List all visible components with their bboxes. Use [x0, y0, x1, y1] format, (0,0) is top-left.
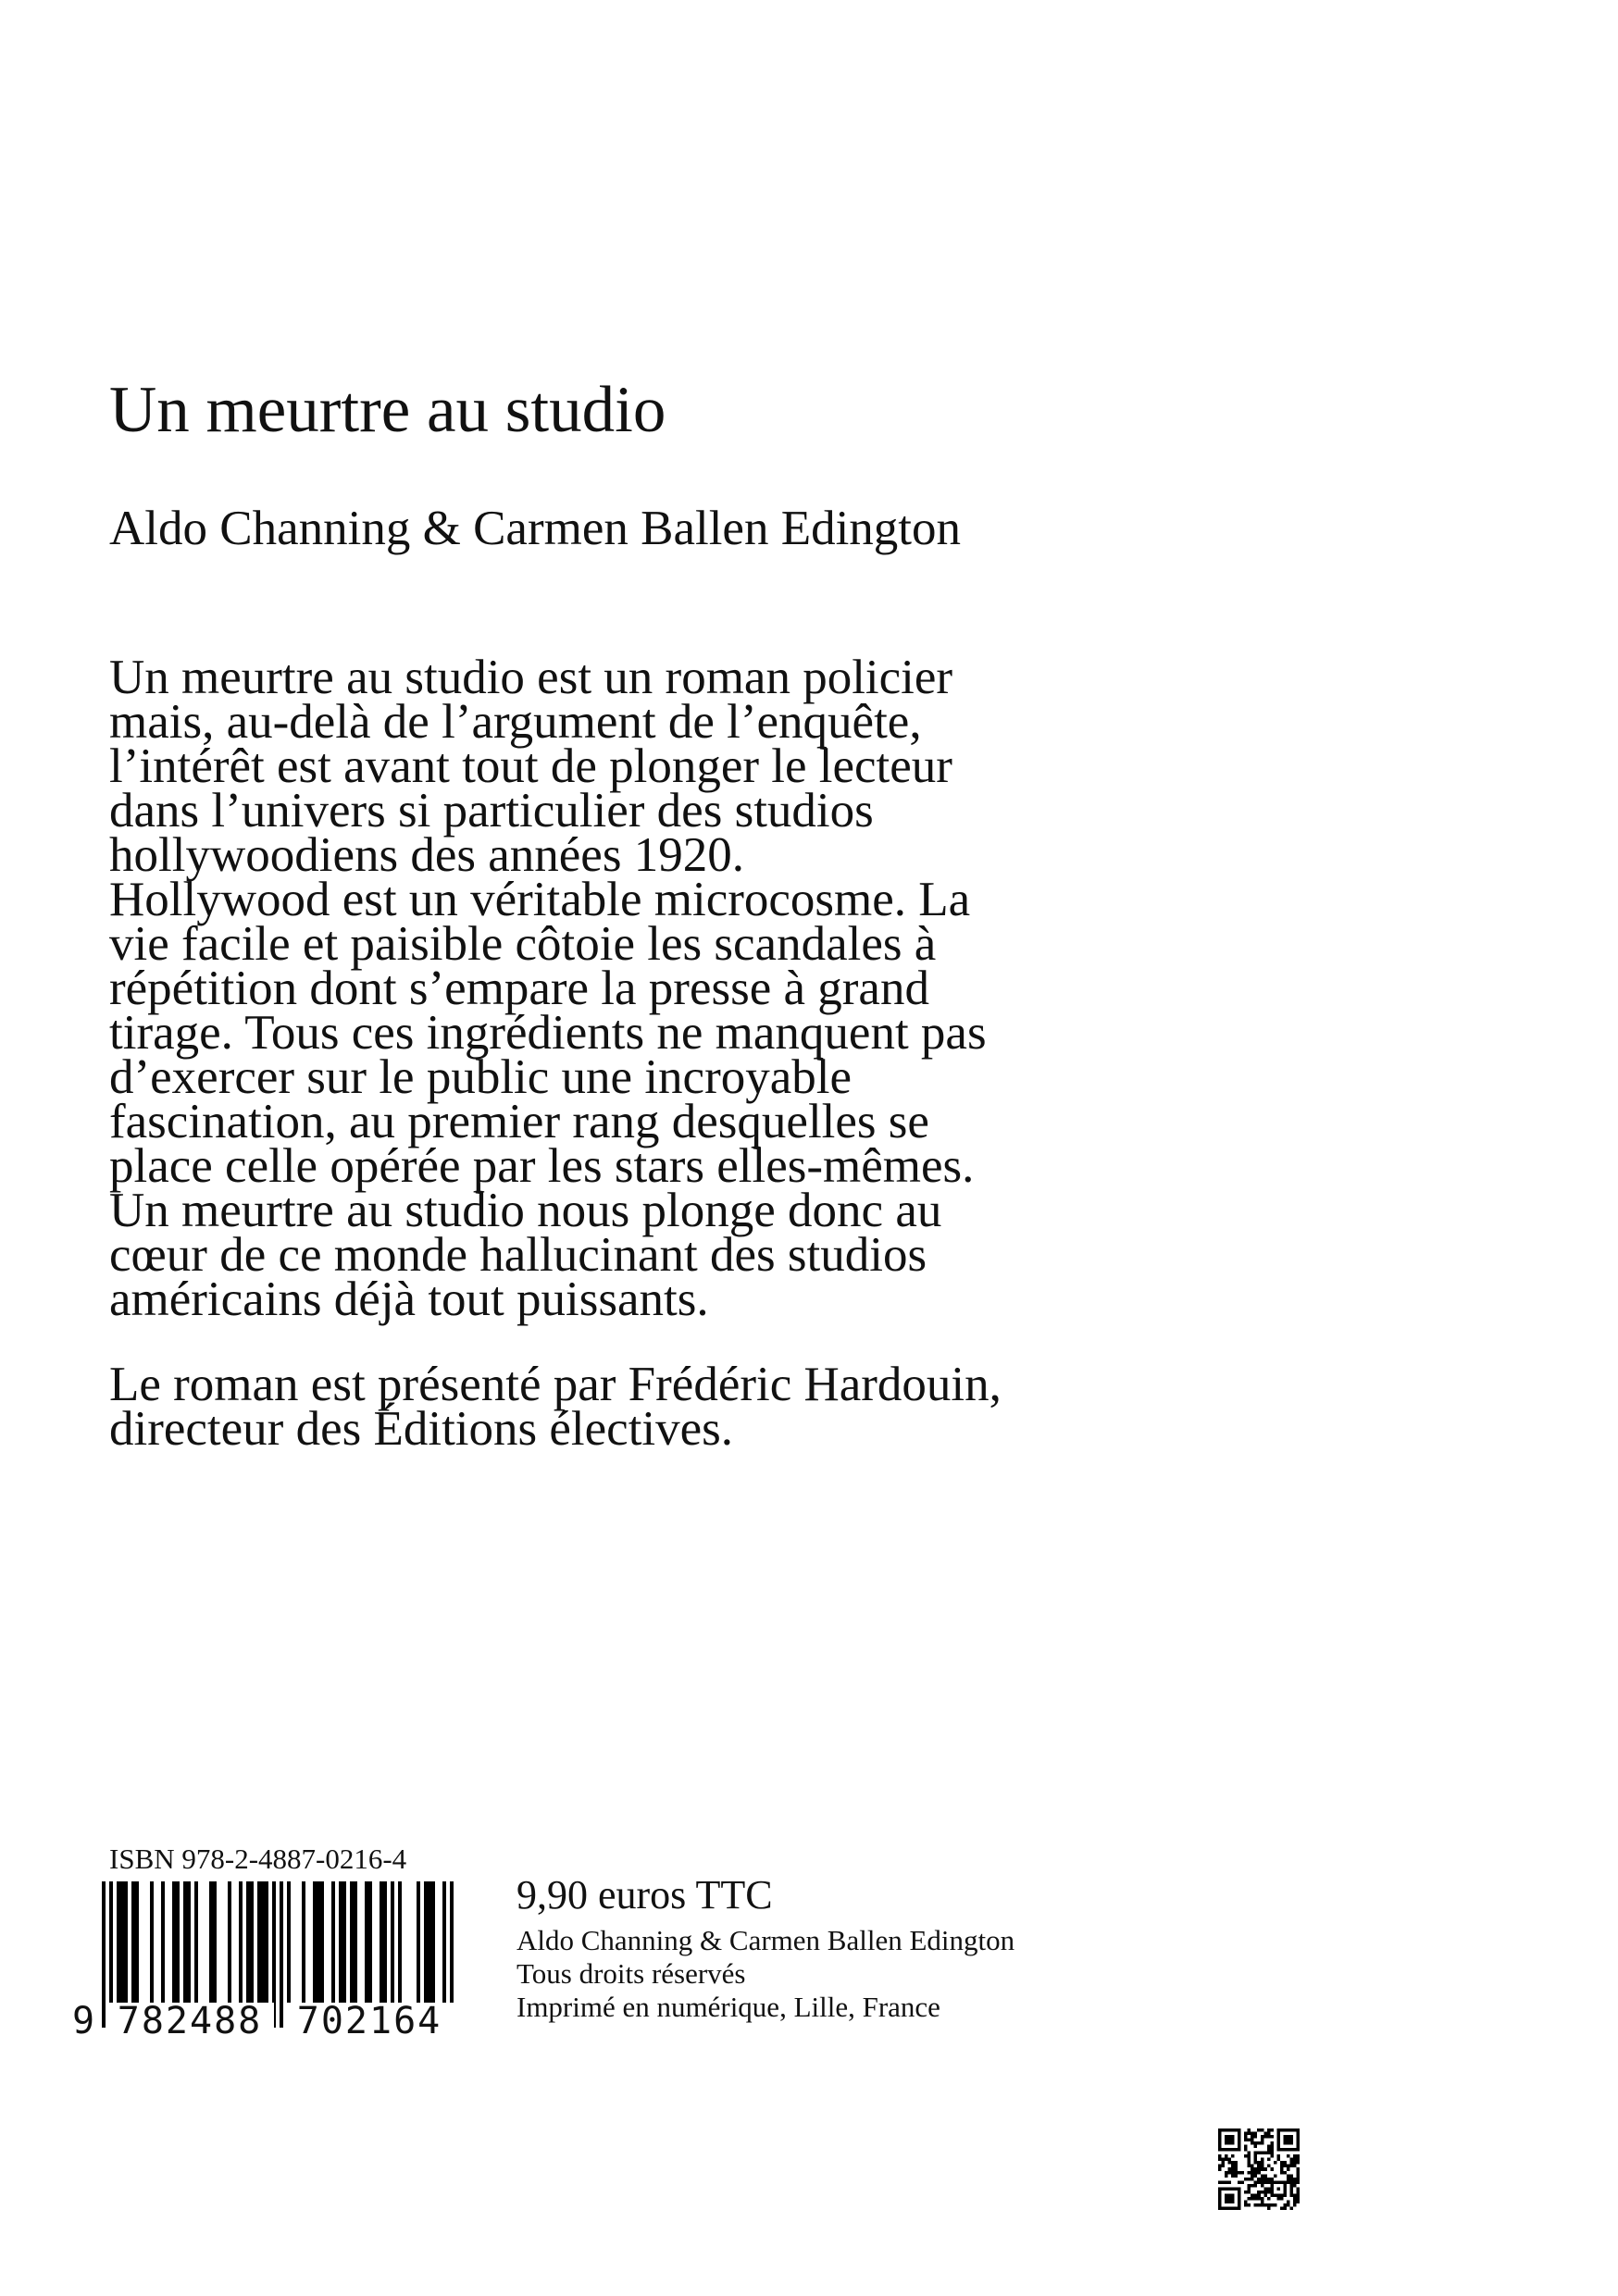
barcode-bar: [261, 1881, 265, 2005]
barcode-bar: [246, 1881, 250, 2005]
barcode-bar: [431, 1881, 435, 2005]
barcode-bar: [365, 1881, 368, 2005]
barcode-digits-right: 702164: [285, 2003, 454, 2040]
barcode-bar: [354, 1881, 357, 2005]
barcode-bar: [280, 1881, 283, 2028]
book-authors: Aldo Channing & Carmen Ballen Edington: [109, 502, 962, 555]
barcode-bar: [320, 1881, 324, 2005]
barcode-bar: [250, 1881, 254, 2005]
back-cover-blurb: [109, 651, 1257, 1492]
rights-notice: Tous droits réservés: [517, 1957, 746, 1991]
printing-notice: Imprimé en numérique, Lille, France: [517, 1991, 940, 2024]
barcode-bar: [398, 1881, 402, 2005]
barcode-bar: [194, 1881, 198, 2005]
barcode-bar: [172, 1881, 176, 2005]
barcode-bar: [213, 1881, 217, 2005]
isbn-label: ISBN 978-2-4887-0216-4: [109, 1843, 407, 1875]
blurb-paragraph-2: Le roman est présenté par Frédéric Hardouin, directeur des Éditions électives.: [109, 1358, 1002, 1456]
barcode-bar: [265, 1881, 268, 2005]
barcode-bar: [331, 1881, 335, 2005]
barcode-bar: [117, 1881, 120, 2005]
book-title: Un meurtre au studio: [109, 374, 666, 446]
copyright-holders: Aldo Channing & Carmen Ballen Edington: [517, 1924, 1015, 1957]
barcode-bar: [339, 1881, 342, 2005]
ean13-barcode: [70, 1881, 459, 2087]
barcode-bar: [350, 1881, 354, 2005]
blurb-paragraph-1: Un meurtre au studio est un roman policier mais, au-delà de l’argument de l’enquête, l’intérêt est avant tout de plonger le lecteur dans l’univers si particulier des studios hollywoodiens des années 1920. Hollywood est un véritable microcosme. La vie facile et paisible côtoie les scandales à répétition dont s’empare la presse à grand tirage. Tous ces ingrédients ne manquent pas d’exercer sur le public une incroyable fascination, au premier rang desquelles se place celle opérée par les stars elles-mêmes. Un meurtre au studio nous plonge donc au cœur de ce monde hallucinant des studios américains déjà tout puissants.: [109, 651, 987, 1326]
barcode-bar: [313, 1881, 317, 2005]
price-label: 9,90 euros TTC: [517, 1872, 773, 1917]
barcode-bar: [135, 1881, 139, 2005]
barcode-bar: [391, 1881, 394, 2005]
barcode-bar: [120, 1881, 124, 2005]
barcode-bar: [209, 1881, 213, 2005]
barcode-digit-first: 9: [72, 2000, 95, 2042]
barcode-bar: [239, 1881, 243, 2005]
barcode-bar: [383, 1881, 387, 2005]
barcode-digits-left: 782488: [106, 2003, 274, 2040]
barcode-bars: [70, 1881, 459, 2087]
barcode-bar: [417, 1881, 420, 2005]
barcode-bar: [424, 1881, 428, 2005]
barcode-bar: [317, 1881, 320, 2005]
barcode-bar: [150, 1881, 154, 2005]
barcode-bar: [380, 1881, 383, 2005]
barcode-bar: [257, 1881, 261, 2005]
barcode-bar: [161, 1881, 165, 2005]
barcode-bar: [342, 1881, 346, 2005]
barcode-bar: [228, 1881, 231, 2005]
barcode-bar: [368, 1881, 372, 2005]
barcode-bar: [124, 1881, 128, 2005]
qr-code-icon: [1218, 2128, 1300, 2210]
barcode-bar: [302, 1881, 305, 2005]
barcode-bar: [187, 1881, 191, 2005]
barcode-bar: [428, 1881, 431, 2005]
barcode-bar: [287, 1881, 291, 2005]
barcode-bar: [183, 1881, 187, 2005]
barcode-bar: [176, 1881, 180, 2005]
publication-info: [517, 1874, 1014, 2024]
barcode-bar: [131, 1881, 135, 2005]
